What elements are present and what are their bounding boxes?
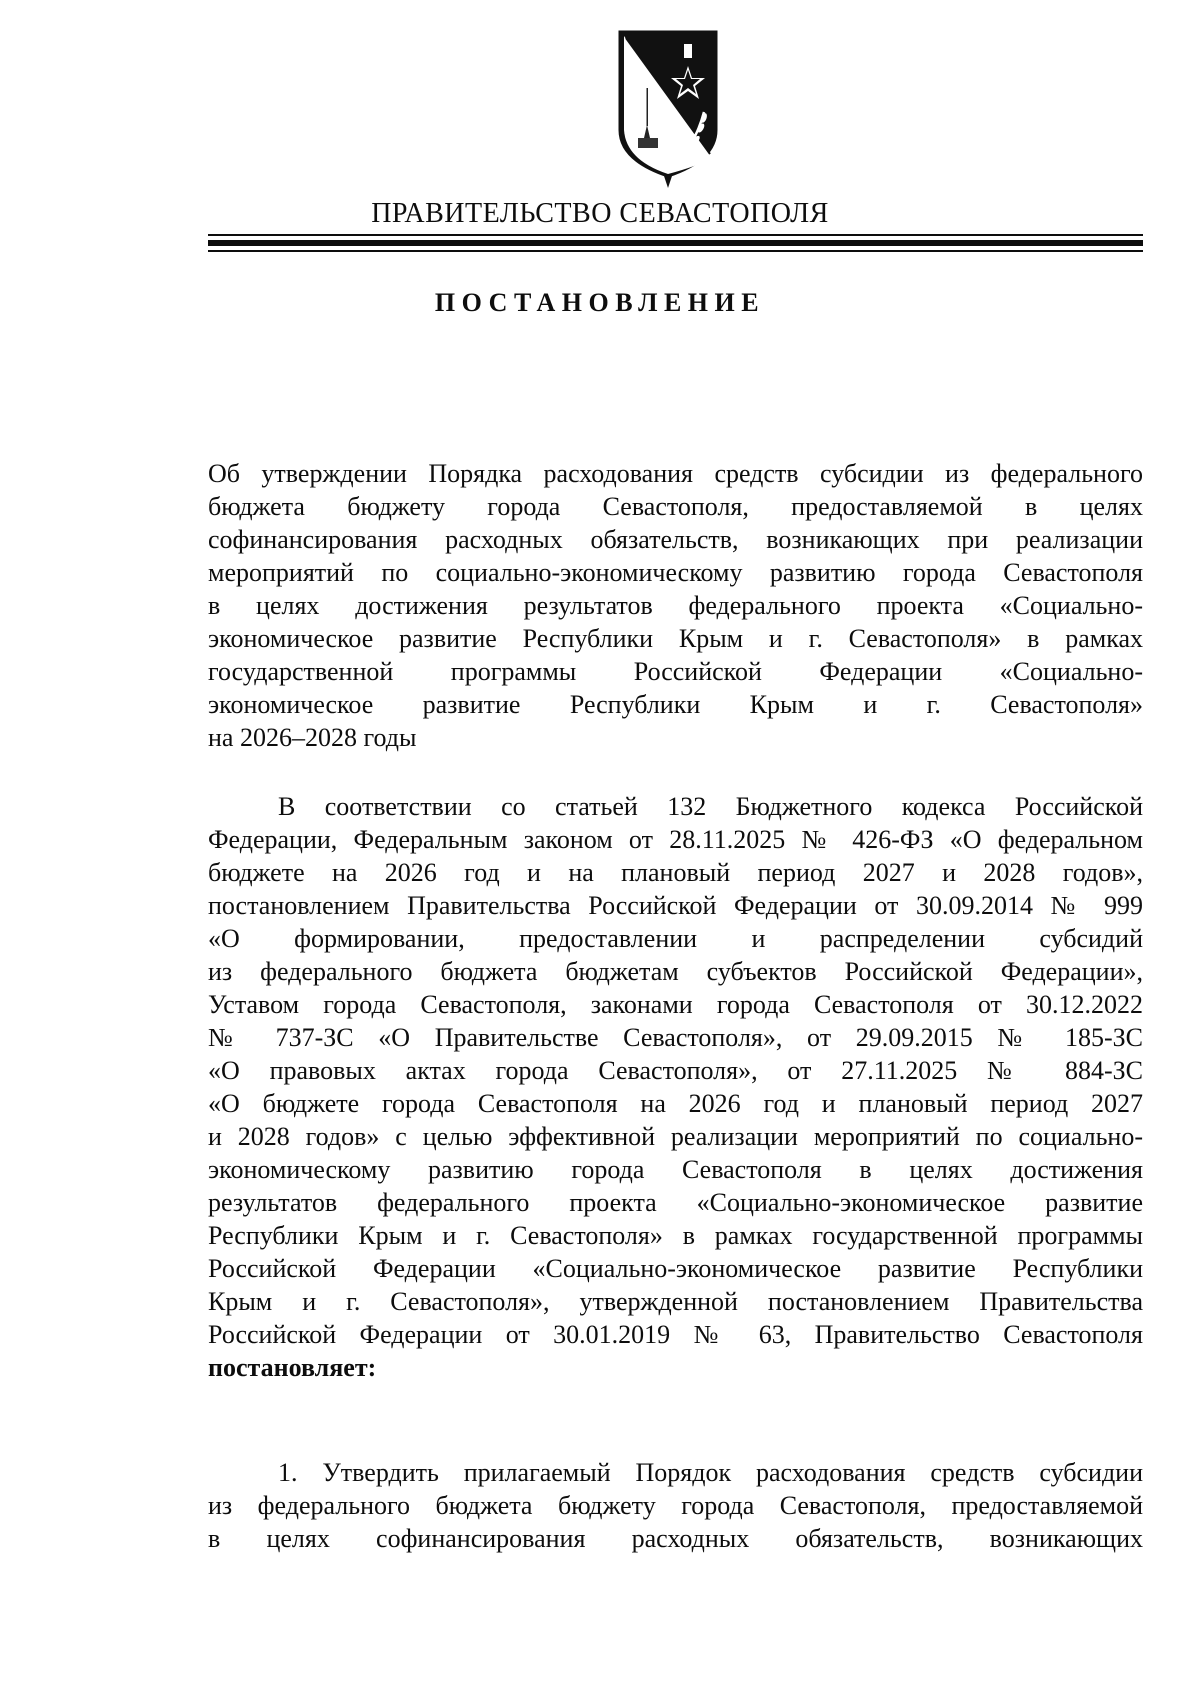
preamble-line: Уставом города Севастополя, законами города Севастополя от 30.12.2022 [208,990,1143,1019]
item-line: из федерального бюджета бюджету города Севастополя, предоставляемой [208,1491,1143,1520]
title-line: экономическое развитие Республики Крым и г. Севастополя» [208,690,1143,719]
item-line: в целях софинансирования расходных обязательств, возникающих [208,1524,1143,1553]
preamble-line: и 2028 годов» с целью эффективной реализации мероприятий по социально- [208,1122,1143,1151]
header-rule-bottom [208,250,1143,252]
preamble-line: Российской Федерации «Социально-экономическое развитие Республики [208,1254,1143,1283]
preamble-line: «О бюджете города Севастополя на 2026 год и плановый период 2027 [208,1089,1143,1118]
preamble-line: экономическому развитию города Севастополя в целях достижения [208,1155,1143,1184]
preamble-line: Республики Крым и г. Севастополя» в рамках государственной программы [208,1221,1143,1250]
title-line: государственной программы Российской Федерации «Социально- [208,657,1143,686]
sevastopol-coat-of-arms-icon [618,30,718,188]
preamble-line: В соответствии со статьей 132 Бюджетного кодекса Российской [278,792,1143,821]
title-line: Об утверждении Порядка расходования средств субсидии из федерального [208,459,1143,488]
resolves-keyword: постановляет: [208,1353,377,1382]
preamble-line: «О формировании, предоставлении и распределении субсидий [208,924,1143,953]
header-rule-thick [208,240,1143,246]
title-line: в целях достижения результатов федерального проекта «Социально- [208,591,1143,620]
item-line: 1. Утвердить прилагаемый Порядок расходования средств субсидии [278,1458,1143,1487]
title-line: бюджета бюджету города Севастополя, предоставляемой в целях [208,492,1143,521]
preamble-line: Российской Федерации от 30.01.2019 № 63, Правительство Севастополя [208,1320,1143,1349]
preamble-line: Крым и г. Севастополя», утвержденной постановлением Правительства [208,1287,1143,1316]
header-rule-top [208,234,1143,236]
preamble-line: бюджете на 2026 год и на плановый период 2027 и 2028 годов», [208,858,1143,887]
preamble-line: постановлением Правительства Российской Федерации от 30.09.2014 № 999 [208,891,1143,920]
title-line: мероприятий по социально-экономическому развитию города Севастополя [208,558,1143,587]
title-line: экономическое развитие Республики Крым и г. Севастополя» в рамках [208,624,1143,653]
preamble-line: Федерации, Федеральным законом от 28.11.2025 № 426-ФЗ «О федеральном [208,825,1143,854]
title-line: софинансирования расходных обязательств, возникающих при реализации [208,525,1143,554]
government-title: ПРАВИТЕЛЬСТВО СЕВАСТОПОЛЯ [371,198,829,229]
preamble-line: из федерального бюджета бюджетам субъектов Российской Федерации», [208,957,1143,986]
title-line: на 2026–2028 годы [208,723,417,752]
preamble-line: результатов федерального проекта «Социально-экономическое развитие [208,1188,1143,1217]
preamble-line: № 737-ЗС «О Правительстве Севастополя», от 29.09.2015 № 185-ЗС [208,1023,1143,1052]
preamble-line: «О правовых актах города Севастополя», от 27.11.2025 № 884-ЗС [208,1056,1143,1085]
document-type: ПОСТАНОВЛЕНИЕ [434,288,766,317]
